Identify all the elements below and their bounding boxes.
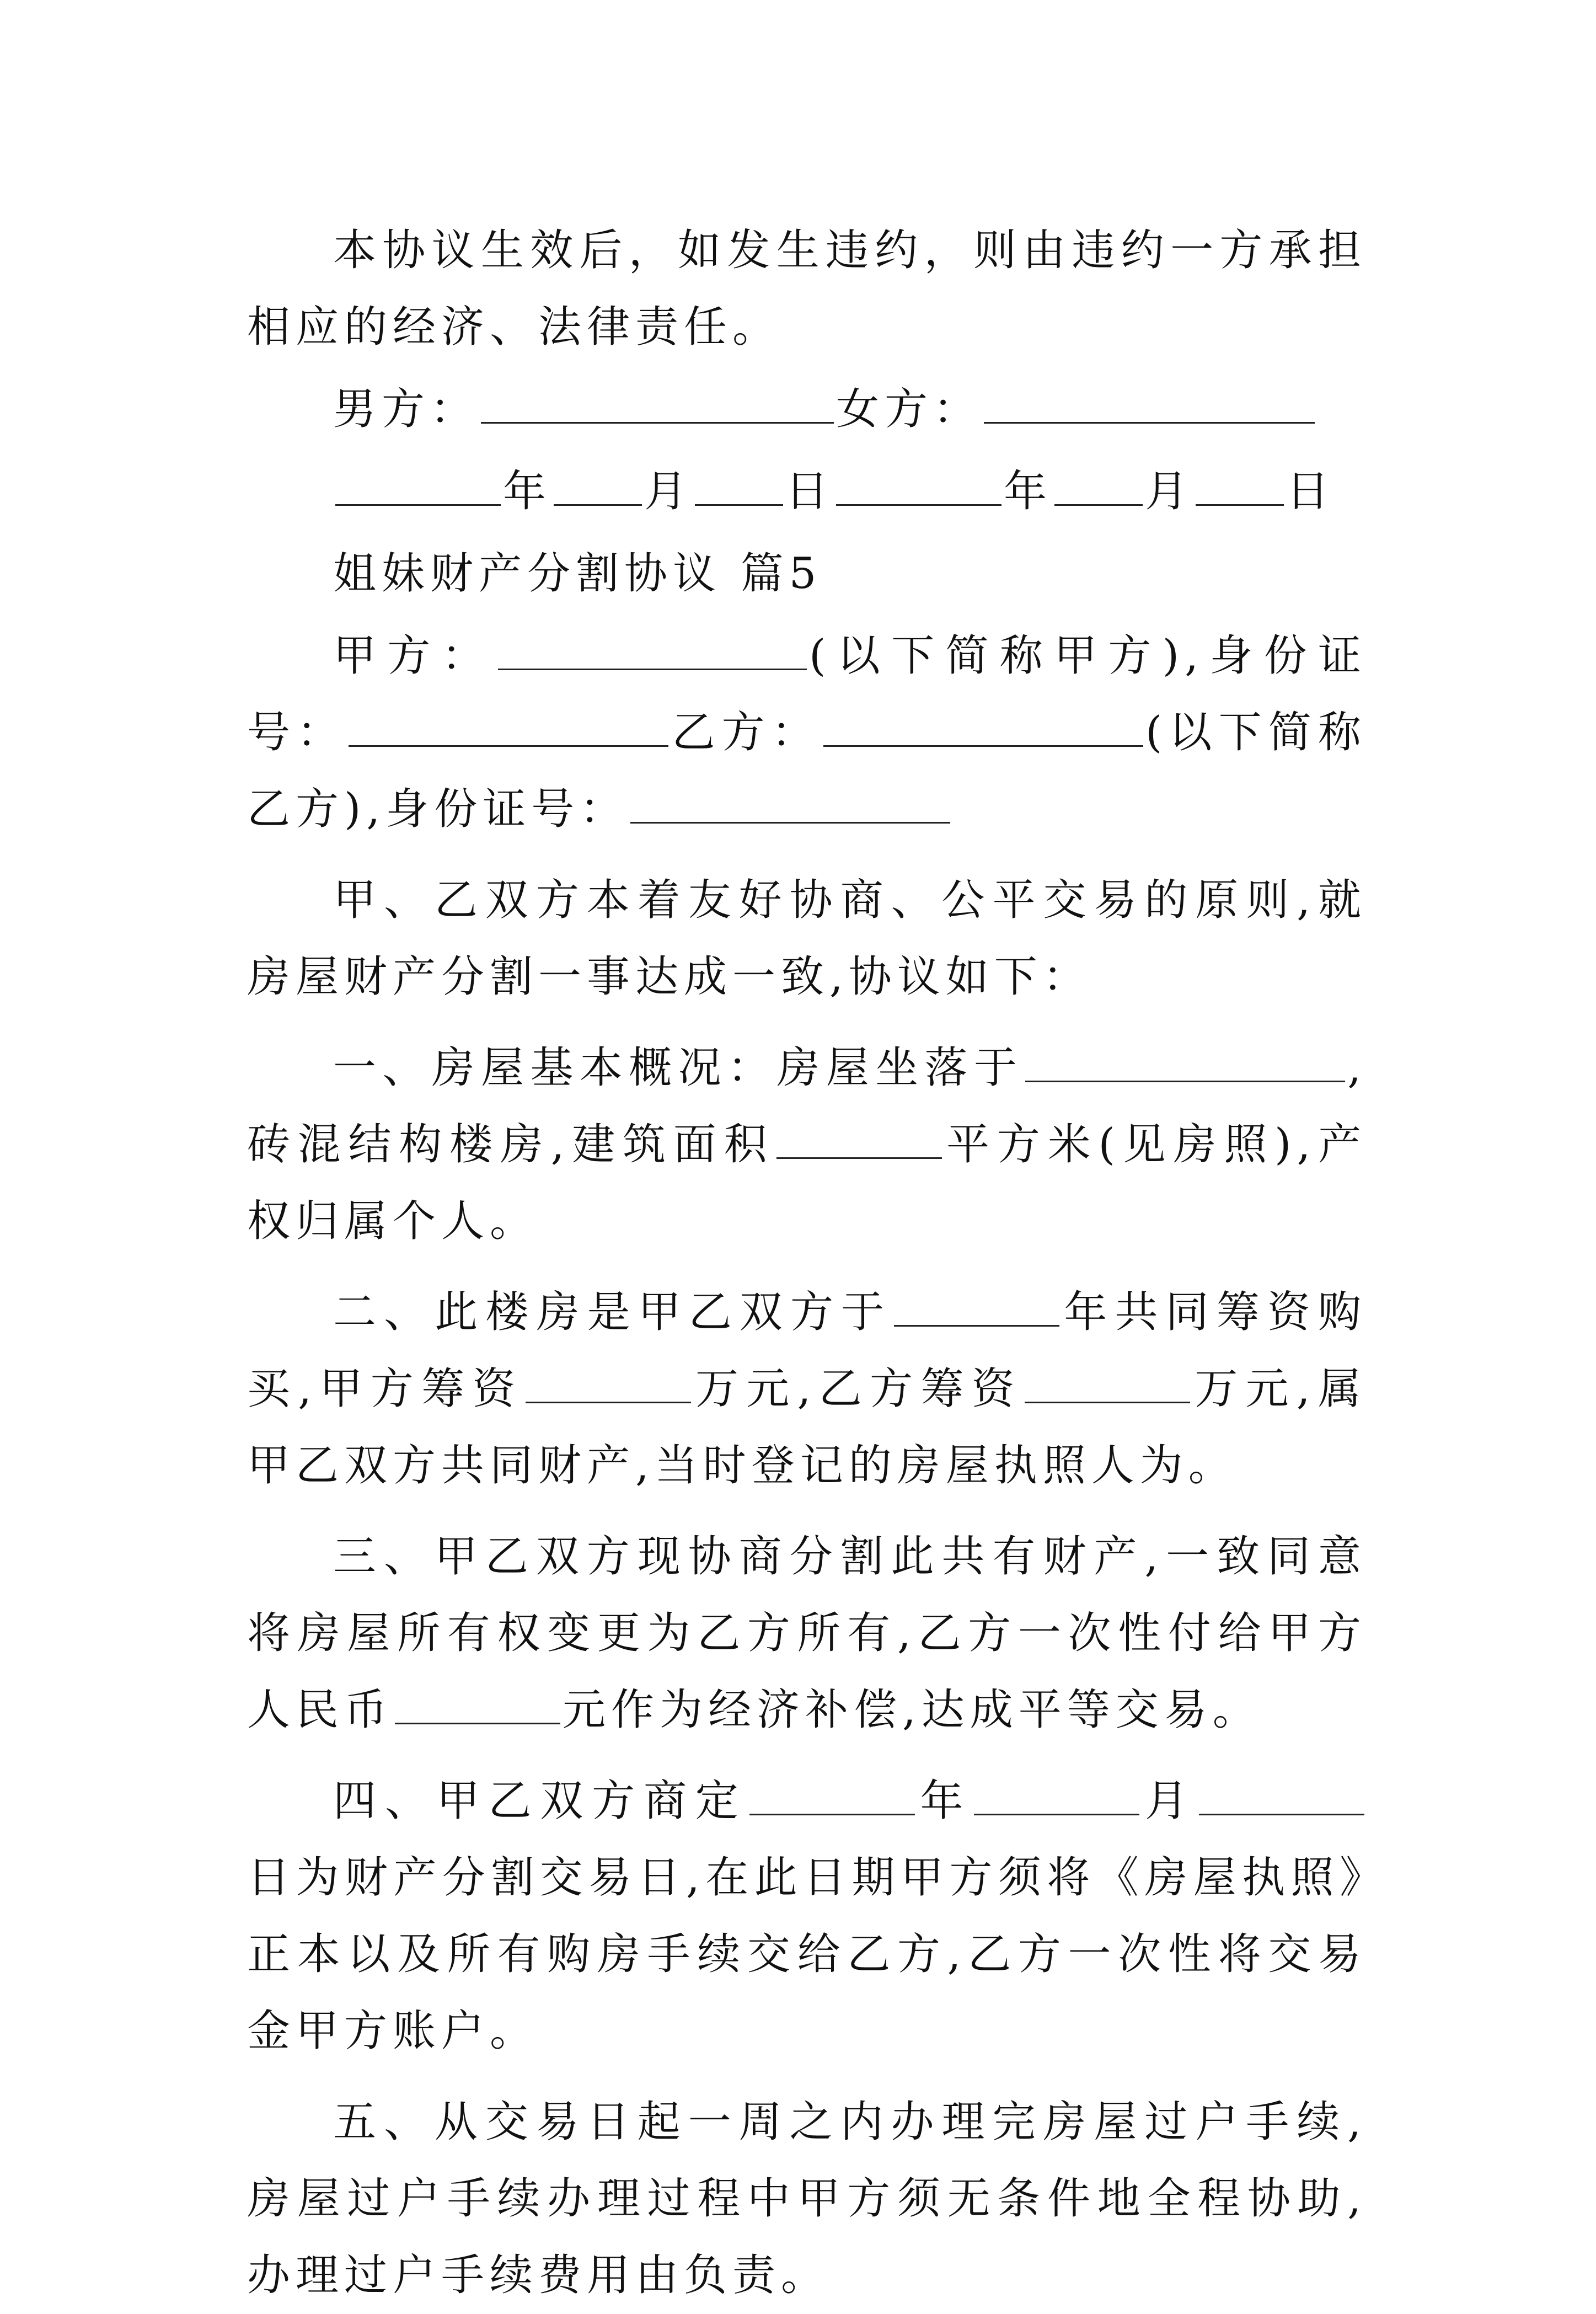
trade-day-blank <box>1199 1777 1364 1815</box>
location-blank <box>1025 1044 1345 1082</box>
parties-paragraph <box>247 618 1367 848</box>
party-a-blank <box>498 632 807 670</box>
clause-4-text-a: 四、甲乙双方商定 <box>333 1776 747 1826</box>
trade-year-blank <box>749 1777 915 1815</box>
purchase-year-blank <box>894 1289 1059 1327</box>
signature-line <box>247 371 1367 448</box>
month-label-2: 月 <box>1145 467 1194 516</box>
clause-4-text-b: 日为财产分割交易日,在此日期甲方须将《房屋执照》正本以及所有购房手续交给乙方,乙方一次性将交易金甲方账户。 <box>247 1853 1367 2056</box>
clause-1-text-b: ,砖混结构楼房,建筑面积 <box>247 1043 1367 1169</box>
clause-4 <box>247 1763 1367 2070</box>
female-label: 女方： <box>836 384 982 434</box>
clause-2 <box>247 1274 1367 1504</box>
clause-3-text-a: 三、甲乙双方现协商分割此共有财产,一致同意将房屋所有权变更为乙方所有,乙方一次性付给甲方人民币 <box>247 1532 1367 1735</box>
year-label-1: 年 <box>503 467 552 516</box>
clause-1 <box>247 1030 1367 1260</box>
party-a-label: 甲方： <box>333 631 496 681</box>
day-blank-2 <box>1196 468 1284 506</box>
party-b-suffix: (以下简称乙方), <box>247 708 1367 834</box>
day-label-2: 日 <box>1286 467 1335 516</box>
party-a-suffix: (以下简称甲方),身份证号： <box>247 631 1367 757</box>
intro-paragraph: 甲、乙双方本着友好协商、公平交易的原则,就房屋财产分割一事达成一致,协议如下： <box>247 875 1367 1002</box>
breach-clause: 本协议生效后，如发生违约，则由违约一方承担相应的经济、法律责任。 <box>247 226 1367 352</box>
clause-4-month-label: 月 <box>1142 1776 1197 1826</box>
clause-3-text-b: 元作为经济补偿,达成平等交易。 <box>563 1685 1261 1735</box>
clause-2-text-a: 二、此楼房是甲乙双方于 <box>333 1287 892 1337</box>
trade-month-blank <box>974 1777 1139 1815</box>
year-blank-2 <box>836 468 1001 506</box>
year-label-2: 年 <box>1004 467 1053 516</box>
compensation-blank <box>395 1686 560 1724</box>
month-blank-2 <box>1054 468 1143 506</box>
male-signature-blank <box>481 386 834 424</box>
day-label-1: 日 <box>785 467 834 516</box>
clause-2-text-d: 万元,属甲乙双方共同财产,当时登记的房屋执照人为。 <box>247 1364 1367 1490</box>
clause-3 <box>247 1519 1367 1749</box>
party-b-label: 乙方： <box>671 708 821 757</box>
year-blank-1 <box>335 468 501 506</box>
party-a-fund-blank <box>526 1365 691 1403</box>
clause-4-year-label: 年 <box>917 1776 972 1826</box>
party-b-fund-blank <box>1025 1365 1190 1403</box>
party-b-id-label: 身份证号： <box>385 784 629 834</box>
month-blank-1 <box>554 468 642 506</box>
party-b-blank <box>823 709 1143 747</box>
female-signature-blank <box>984 386 1315 424</box>
day-blank-1 <box>695 468 783 506</box>
clause-1-text-c: 平方米(见房照),产权归属个人。 <box>247 1120 1367 1246</box>
clause-2-text-c: 万元,乙方筹资 <box>693 1364 1022 1414</box>
document-body <box>247 212 1367 2314</box>
date-line <box>247 453 1367 530</box>
clause-1-text-a: 一、房屋基本概况：房屋坐落于 <box>333 1043 1024 1093</box>
area-blank <box>776 1121 942 1159</box>
party-b-id-blank <box>630 785 950 824</box>
party-a-id-blank <box>349 709 668 747</box>
month-label-1: 月 <box>644 467 693 516</box>
clause-5: 五、从交易日起一周之内办理完房屋过户手续,房屋过户手续办理过程中甲方须无条件地全程协助,办理过户手续费用由负责。 <box>247 2097 1367 2300</box>
section-title: 姐妹财产分割协议 篇5 <box>333 549 822 598</box>
male-label: 男方： <box>333 384 479 434</box>
clause-2-text-b: 年共同筹资购买,甲方筹资 <box>247 1287 1367 1414</box>
